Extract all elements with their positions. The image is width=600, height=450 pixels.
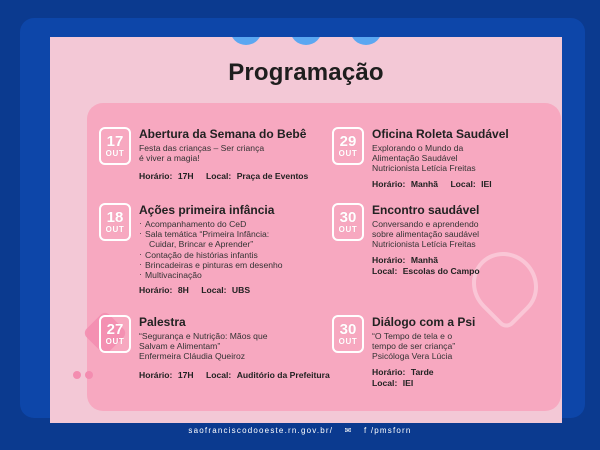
event-line: é viver a magia! xyxy=(139,153,200,164)
dots-decoration-icon xyxy=(73,371,103,381)
local-label: Local: xyxy=(372,377,398,388)
event-line: “Segurança e Nutrição: Mãos que xyxy=(139,331,268,341)
date-day: 30 xyxy=(339,209,357,226)
date-day: 17 xyxy=(106,133,124,150)
date-month: OUT xyxy=(338,225,358,234)
event-line: Nutricionista Letícia Freitas xyxy=(372,163,476,174)
date-badge xyxy=(99,315,131,353)
date-badge xyxy=(99,127,131,165)
event-line: Psicóloga Vera Lúcia xyxy=(372,351,453,362)
bullet-item: · Acompanhamento do CeD xyxy=(139,219,339,229)
bullet-item: · Multivacinação xyxy=(139,270,339,280)
date-day: 30 xyxy=(339,321,357,338)
event-meta xyxy=(372,367,552,377)
event-line: Enfermeira Cláudia Queiroz xyxy=(139,351,246,362)
event-content xyxy=(372,203,552,276)
footer-separator: ✉ xyxy=(344,426,353,435)
event-meta xyxy=(372,179,552,189)
date-month: OUT xyxy=(338,337,358,346)
event-line: tempo de ser criança” xyxy=(372,341,456,352)
horario-label: Horário: xyxy=(139,171,173,182)
schedule-panel xyxy=(87,103,561,411)
horario-value: 17H xyxy=(177,369,194,380)
event-line: Conversando e aprendendo xyxy=(372,219,479,229)
date-badge xyxy=(332,315,364,353)
blue-dot-icon xyxy=(290,37,322,45)
event-content xyxy=(139,203,339,295)
date-month: OUT xyxy=(105,225,125,234)
event-meta xyxy=(139,171,339,181)
date-day: 18 xyxy=(106,209,124,226)
horario-value: 17H xyxy=(177,171,194,182)
horario-label: Horário: xyxy=(139,285,173,296)
horario-label: Horário: xyxy=(372,366,406,377)
event-meta-local xyxy=(372,266,552,276)
local-value: UBS xyxy=(231,285,251,296)
blue-dot-icon xyxy=(350,37,382,45)
event-line: Festa das crianças – Ser criança xyxy=(139,143,265,153)
event-content xyxy=(372,127,552,189)
horario-value: Manhã xyxy=(410,254,439,265)
local-label: Local: xyxy=(450,178,476,189)
local-label: Local: xyxy=(201,285,227,296)
event-line: “O Tempo de tela e o xyxy=(372,331,453,341)
local-label: Local: xyxy=(205,369,232,380)
blue-dot-icon xyxy=(230,37,262,45)
top-decoration xyxy=(50,37,562,49)
horario-label: Horário: xyxy=(139,369,173,380)
bullet-item: · Sala temática “Primeira Infância: xyxy=(139,229,339,239)
horario-label: Horário: xyxy=(372,178,406,189)
horario-label: Horário: xyxy=(372,254,406,265)
date-badge xyxy=(332,203,364,241)
event-title: Palestra xyxy=(139,315,186,329)
bullet-item: · Brincadeiras e pinturas em desenho xyxy=(139,260,339,270)
page-title: Programação xyxy=(228,59,384,86)
event-line: Salvam e Alimentam” xyxy=(139,341,221,352)
event-title: Diálogo com a Psi xyxy=(372,315,476,329)
local-label: Local: xyxy=(372,265,398,276)
date-month: OUT xyxy=(105,337,125,346)
local-value: Auditório da Prefeitura xyxy=(236,369,330,380)
event-meta xyxy=(372,255,552,265)
date-month: OUT xyxy=(105,149,125,158)
event-line: sobre alimentação saudável xyxy=(372,229,480,240)
bullet-item: · Contação de histórias infantis xyxy=(139,250,339,260)
horario-value: Tarde xyxy=(410,366,434,377)
event-meta xyxy=(139,370,339,380)
event-bullets xyxy=(139,219,339,280)
event-line: Alimentação Saudável xyxy=(372,153,458,164)
local-value: IEI xyxy=(402,377,414,388)
event-meta-local xyxy=(372,378,552,388)
event-title: Ações primeira infância xyxy=(139,203,275,217)
local-value: IEI xyxy=(481,178,492,189)
horario-value: 8H xyxy=(177,285,189,296)
date-badge xyxy=(332,127,364,165)
event-content xyxy=(139,315,339,380)
event-content xyxy=(139,127,339,181)
footer-site-link[interactable]: saofranciscodooeste.rn.gov.br/ xyxy=(188,426,334,435)
date-badge xyxy=(99,203,131,241)
footer xyxy=(0,426,600,435)
event-content xyxy=(372,315,552,388)
program-card xyxy=(50,37,562,423)
event-meta xyxy=(139,285,339,295)
date-day: 27 xyxy=(106,321,124,338)
event-line: Explorando o Mundo da xyxy=(372,143,464,153)
event-line: Nutricionista Letícia Freitas xyxy=(372,239,476,250)
event-title: Encontro saudável xyxy=(372,203,480,217)
event-title: Oficina Roleta Saudável xyxy=(372,127,509,141)
horario-value: Manhã xyxy=(410,178,439,189)
date-month: OUT xyxy=(338,149,358,158)
bullet-item: Cuidar, Brincar e Aprender” xyxy=(149,239,254,250)
local-value: Praça de Eventos xyxy=(236,171,309,182)
local-value: Escolas do Campo xyxy=(402,265,480,276)
date-day: 29 xyxy=(339,133,357,150)
local-label: Local: xyxy=(205,171,232,182)
event-title: Abertura da Semana do Bebê xyxy=(139,127,307,141)
footer-social-link[interactable]: f /pmsforn xyxy=(364,426,412,435)
